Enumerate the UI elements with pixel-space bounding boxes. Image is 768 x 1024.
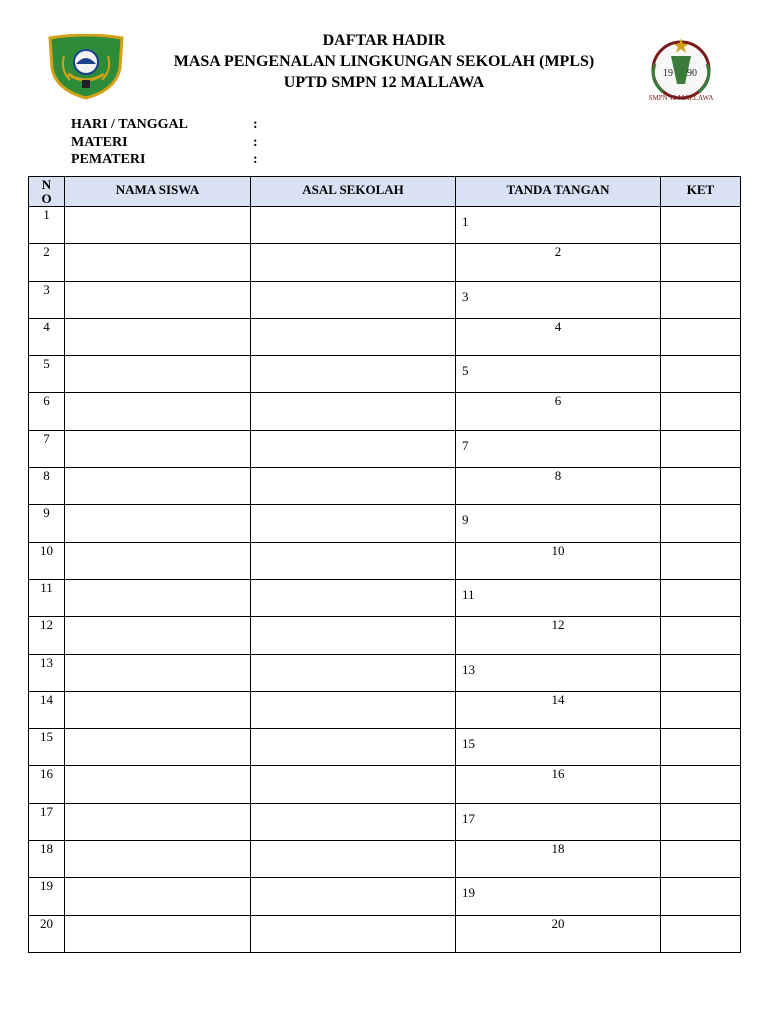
signature-number: 20 — [551, 915, 565, 931]
table-row — [29, 729, 741, 766]
tanda-tangan-cell[interactable] — [456, 841, 661, 878]
row-number: 11 — [29, 579, 65, 616]
signature-number: 12 — [551, 617, 565, 633]
tanda-tangan-cell[interactable] — [456, 691, 661, 728]
row-number: 13 — [29, 654, 65, 691]
row-number: 6 — [29, 393, 65, 430]
ket-cell[interactable] — [661, 729, 741, 766]
row-number: 16 — [29, 766, 65, 803]
table-row — [29, 654, 741, 691]
signature-number: 7 — [462, 437, 469, 453]
attendance-table — [28, 176, 741, 953]
ket-cell[interactable] — [661, 841, 741, 878]
header-asal-sekolah: ASAL SEKOLAH — [251, 177, 456, 207]
nama-siswa-cell[interactable] — [65, 878, 251, 915]
nama-siswa-cell[interactable] — [65, 803, 251, 840]
row-number: 10 — [29, 542, 65, 579]
tanda-tangan-cell[interactable] — [456, 393, 661, 430]
document-header — [130, 30, 638, 93]
ket-cell[interactable] — [661, 766, 741, 803]
table-row — [29, 356, 741, 393]
signature-number: 17 — [462, 810, 475, 826]
table-row — [29, 766, 741, 803]
nama-siswa-cell[interactable] — [65, 207, 251, 244]
asal-sekolah-cell[interactable] — [251, 505, 456, 542]
row-number: 3 — [29, 281, 65, 318]
table-row — [29, 393, 741, 430]
signature-number: 16 — [551, 766, 565, 782]
ket-cell[interactable] — [661, 915, 741, 952]
asal-sekolah-cell[interactable] — [251, 318, 456, 355]
header-ket: KET — [661, 177, 741, 207]
meta-separator: : — [253, 134, 258, 150]
table-row — [29, 691, 741, 728]
meta-label: PEMATERI — [71, 152, 146, 167]
asal-sekolah-cell[interactable] — [251, 579, 456, 616]
header-no-line-1: N — [41, 177, 52, 192]
signature-number: 18 — [551, 841, 565, 857]
tanda-tangan-cell[interactable] — [456, 729, 661, 766]
signature-number: 14 — [551, 691, 565, 707]
tanda-tangan-cell[interactable] — [456, 766, 661, 803]
asal-sekolah-cell[interactable] — [251, 729, 456, 766]
row-number: 18 — [29, 841, 65, 878]
row-number: 1 — [29, 207, 65, 244]
table-row — [29, 915, 741, 952]
signature-number: 10 — [551, 542, 565, 558]
ket-cell[interactable] — [661, 579, 741, 616]
signature-number: 1 — [462, 214, 469, 229]
tanda-tangan-cell[interactable] — [456, 281, 661, 318]
meta-row-date — [71, 116, 258, 134]
row-number: 2 — [29, 244, 65, 281]
tanda-tangan-cell[interactable] — [456, 542, 661, 579]
tanda-tangan-cell[interactable] — [456, 505, 661, 542]
asal-sekolah-cell[interactable] — [251, 393, 456, 430]
table-row — [29, 244, 741, 281]
tanda-tangan-cell[interactable] — [456, 617, 661, 654]
signature-number: 6 — [554, 393, 562, 409]
tanda-tangan-cell[interactable] — [456, 803, 661, 840]
asal-sekolah-cell[interactable] — [251, 803, 456, 840]
header-nama-siswa: NAMA SISWA — [65, 177, 251, 207]
ket-cell[interactable] — [661, 468, 741, 505]
asal-sekolah-cell[interactable] — [251, 617, 456, 654]
asal-sekolah-cell[interactable] — [251, 542, 456, 579]
nama-siswa-cell[interactable] — [65, 244, 251, 281]
table-row — [29, 430, 741, 467]
signature-number: 11 — [462, 586, 475, 602]
asal-sekolah-cell[interactable] — [251, 878, 456, 915]
ket-cell[interactable] — [661, 318, 741, 355]
nama-siswa-cell[interactable] — [65, 356, 251, 393]
row-number: 17 — [29, 803, 65, 840]
tanda-tangan-cell[interactable] — [456, 318, 661, 355]
signature-number: 4 — [554, 318, 562, 334]
tanda-tangan-cell[interactable] — [456, 579, 661, 616]
table-row — [29, 579, 741, 616]
tanda-tangan-cell[interactable] — [456, 654, 661, 691]
header-no-line-2: O — [41, 191, 52, 206]
header-no — [29, 177, 65, 207]
meta-row-materi — [71, 134, 258, 152]
meta-label: HARI / TANGGAL — [71, 117, 188, 132]
tanda-tangan-cell[interactable] — [456, 468, 661, 505]
logo-year-right: 90 — [687, 68, 697, 79]
meta-label: MATERI — [71, 134, 128, 150]
ket-cell[interactable] — [661, 430, 741, 467]
ket-cell[interactable] — [661, 505, 741, 542]
ket-cell[interactable] — [661, 244, 741, 281]
nama-siswa-cell[interactable] — [65, 579, 251, 616]
table-row — [29, 542, 741, 579]
nama-siswa-cell[interactable] — [65, 915, 251, 952]
nama-siswa-cell[interactable] — [65, 430, 251, 467]
signature-number: 5 — [462, 363, 469, 379]
tanda-tangan-cell[interactable] — [456, 356, 661, 393]
signature-number: 15 — [462, 736, 475, 752]
nama-siswa-cell[interactable] — [65, 766, 251, 803]
ket-cell[interactable] — [661, 281, 741, 318]
nama-siswa-cell[interactable] — [65, 393, 251, 430]
asal-sekolah-cell[interactable] — [251, 766, 456, 803]
title-line-3: UPTD SMPN 12 MALLAWA — [283, 74, 485, 91]
nama-siswa-cell[interactable] — [65, 654, 251, 691]
meta-separator: : — [253, 117, 258, 132]
signature-number: 2 — [554, 244, 562, 260]
asal-sekolah-cell[interactable] — [251, 654, 456, 691]
tanda-tangan-cell[interactable] — [456, 244, 661, 281]
row-number: 15 — [29, 729, 65, 766]
row-number: 12 — [29, 617, 65, 654]
table-row — [29, 468, 741, 505]
row-number: 19 — [29, 878, 65, 915]
nama-siswa-cell[interactable] — [65, 617, 251, 654]
table-row — [29, 281, 741, 318]
table-row — [29, 841, 741, 878]
ket-cell[interactable] — [661, 691, 741, 728]
nama-siswa-cell[interactable] — [65, 281, 251, 318]
meta-separator: : — [253, 152, 258, 167]
regency-emblem-logo — [46, 34, 126, 100]
tanda-tangan-cell[interactable] — [456, 915, 661, 952]
row-number: 8 — [29, 468, 65, 505]
row-number: 20 — [29, 915, 65, 952]
asal-sekolah-cell[interactable] — [251, 356, 456, 393]
ket-cell[interactable] — [661, 356, 741, 393]
title-line-1: DAFTAR HADIR — [322, 32, 446, 49]
nama-siswa-cell[interactable] — [65, 468, 251, 505]
asal-sekolah-cell[interactable] — [251, 207, 456, 244]
logo-year-left: 19 — [663, 68, 673, 79]
asal-sekolah-cell[interactable] — [251, 841, 456, 878]
ket-cell[interactable] — [661, 393, 741, 430]
school-emblem-logo — [641, 34, 721, 102]
signature-number: 13 — [462, 661, 475, 677]
ket-cell[interactable] — [661, 803, 741, 840]
table-row — [29, 878, 741, 915]
nama-siswa-cell[interactable] — [65, 729, 251, 766]
ket-cell[interactable] — [661, 878, 741, 915]
row-number: 5 — [29, 356, 65, 393]
asal-sekolah-cell[interactable] — [251, 468, 456, 505]
asal-sekolah-cell[interactable] — [251, 281, 456, 318]
meta-row-pemateri — [71, 151, 258, 169]
nama-siswa-cell[interactable] — [65, 691, 251, 728]
header-tanda-tangan: TANDA TANGAN — [456, 177, 661, 207]
tanda-tangan-cell[interactable] — [456, 878, 661, 915]
asal-sekolah-cell[interactable] — [251, 691, 456, 728]
table-row — [29, 318, 741, 355]
logo-school-text: SMPN 12 MALLAWA — [648, 94, 714, 102]
nama-siswa-cell[interactable] — [65, 542, 251, 579]
ket-cell[interactable] — [661, 617, 741, 654]
table-row — [29, 803, 741, 840]
ket-cell[interactable] — [661, 207, 741, 244]
signature-number: 3 — [462, 288, 469, 304]
nama-siswa-cell[interactable] — [65, 318, 251, 355]
nama-siswa-cell[interactable] — [65, 505, 251, 542]
row-number: 7 — [29, 430, 65, 467]
table-row — [29, 617, 741, 654]
asal-sekolah-cell[interactable] — [251, 430, 456, 467]
ket-cell[interactable] — [661, 654, 741, 691]
row-number: 14 — [29, 691, 65, 728]
asal-sekolah-cell[interactable] — [251, 915, 456, 952]
row-number: 9 — [29, 505, 65, 542]
table-row — [29, 207, 741, 244]
table-header-row — [29, 177, 741, 207]
asal-sekolah-cell[interactable] — [251, 244, 456, 281]
title-line-2: MASA PENGENALAN LINGKUNGAN SEKOLAH (MPLS) — [173, 53, 595, 70]
signature-number: 9 — [462, 512, 469, 528]
signature-number: 19 — [462, 885, 475, 901]
nama-siswa-cell[interactable] — [65, 841, 251, 878]
table-row — [29, 505, 741, 542]
meta-section — [71, 116, 258, 169]
ket-cell[interactable] — [661, 542, 741, 579]
signature-number: 8 — [554, 468, 562, 484]
tanda-tangan-cell[interactable] — [456, 207, 661, 244]
tanda-tangan-cell[interactable] — [456, 430, 661, 467]
row-number: 4 — [29, 318, 65, 355]
